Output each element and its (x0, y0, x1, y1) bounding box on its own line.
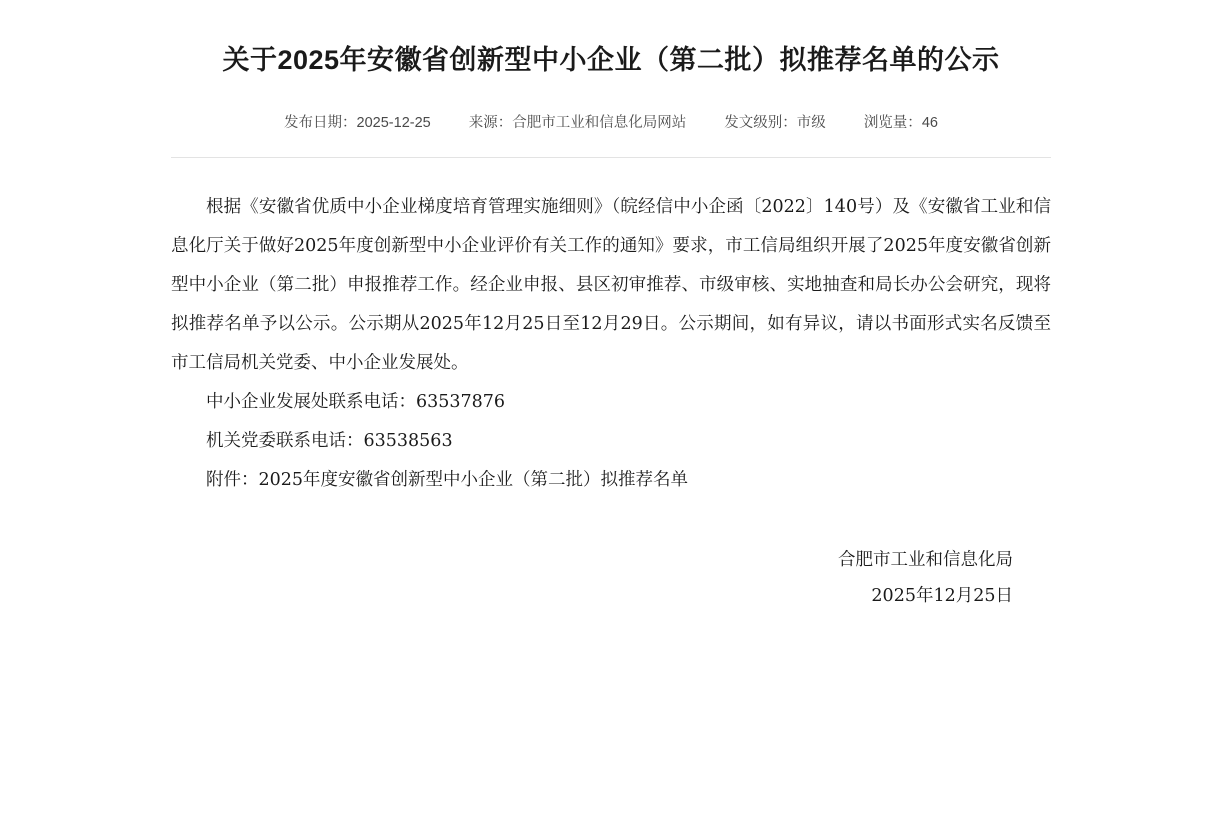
signature-organization: 合肥市工业和信息化局 (838, 550, 1013, 570)
meta-level (724, 113, 826, 133)
meta-publish-date (284, 113, 431, 133)
meta-views-value: 46 (921, 115, 938, 131)
body-paragraph-2: 中小企业发展处联系电话：63537876 (206, 392, 506, 412)
meta-divider (171, 157, 1051, 158)
article-meta-bar (171, 113, 1051, 133)
signature-date: 2025年12月25日 (871, 586, 1013, 606)
article-container (171, 0, 1051, 614)
meta-views-label: 浏览量： (863, 115, 922, 131)
meta-source-value: 合肥市工业和信息化局网站 (512, 115, 687, 131)
body-paragraph-1: 根据《安徽省优质中小企业梯度培育管理实施细则》（皖经信中小企函〔2022〕140号）及《安徽省工业和信息化厅关于做好2025年度创新型中小企业评价有关工作的通知》要求，市工信局组织开展了2025年度安徽省创新型中小企业（第二批）申报推荐工作。经企业申报、县区初审推荐、市级审核、实地抽查和局长办公会研究，现将拟推荐名单予以公示。公示期从2025年12月25日至12月29日。公示期间，如有异议，请以书面形式实名反馈至市工信局机关党委、中小企业发展处。 (171, 197, 1051, 373)
meta-source (469, 113, 687, 133)
meta-source-label: 来源： (468, 115, 513, 131)
attachment-line: 附件：2025年度安徽省创新型中小企业（第二批）拟推荐名单 (206, 470, 689, 490)
meta-publish-date-value: 2025-12-25 (356, 115, 431, 131)
body-paragraph-3: 机关党委联系电话：63538563 (206, 431, 453, 451)
meta-level-label: 发文级别： (724, 115, 797, 131)
article-body (171, 188, 1051, 500)
meta-publish-date-label: 发布日期： (284, 115, 357, 131)
meta-level-value: 市级 (796, 115, 826, 131)
signature-block (171, 542, 1051, 614)
meta-views (864, 113, 938, 133)
page-title: 关于2025年安徽省创新型中小企业（第二批）拟推荐名单的公示 (222, 45, 1000, 75)
